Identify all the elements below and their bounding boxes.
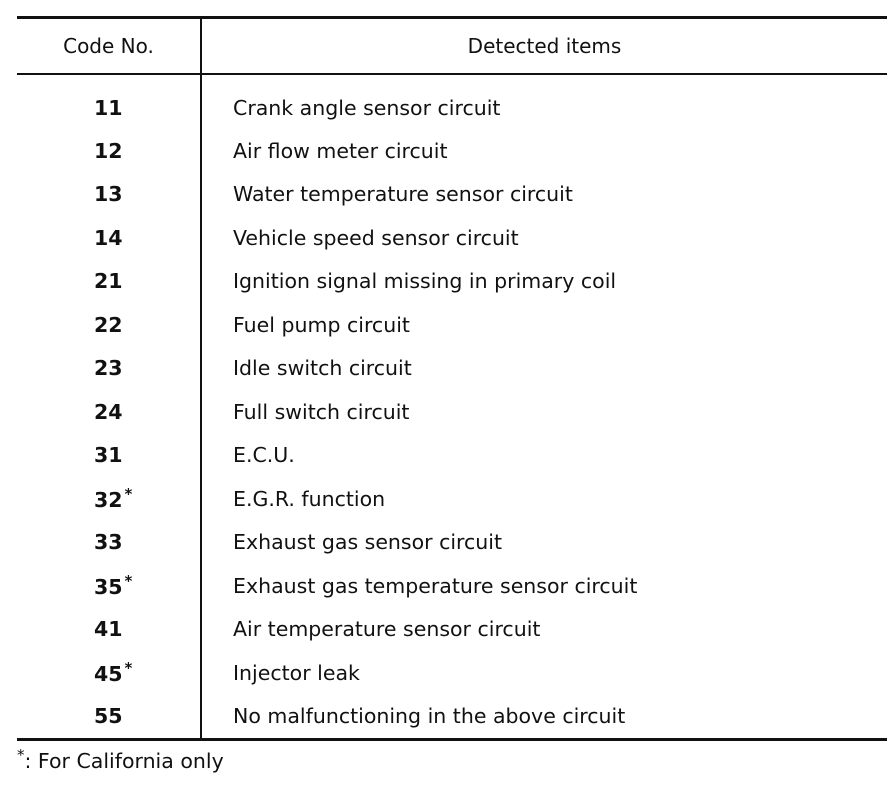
code-number: 32 (94, 488, 123, 513)
california-only-asterisk: * (124, 485, 133, 504)
table-row (17, 129, 887, 173)
code-number: 55 (94, 704, 123, 729)
table-row (17, 521, 887, 565)
code-number-cell (17, 477, 201, 521)
detected-item-cell: Air flow meter circuit (233, 138, 448, 163)
table-row (17, 477, 887, 521)
detected-item-cell: Injector leak (233, 660, 360, 685)
code-number-cell (17, 608, 201, 652)
code-number: 11 (94, 96, 123, 120)
footnote (17, 746, 224, 773)
code-number: 45 (94, 662, 123, 687)
trouble-code-table (17, 16, 887, 741)
trouble-code-table-wrapper (17, 16, 887, 741)
detected-item-cell: Exhaust gas sensor circuit (233, 530, 503, 555)
table-row (17, 260, 887, 304)
table-row (17, 173, 887, 217)
code-number: 21 (94, 269, 123, 294)
detected-item-cell: Ignition signal missing in primary coil (233, 269, 617, 294)
code-number-cell (17, 260, 201, 304)
code-number-cell (17, 564, 201, 608)
table-header-row (17, 18, 887, 75)
detected-item-cell: Idle switch circuit (233, 356, 412, 381)
code-number-cell (17, 74, 201, 129)
table-row (17, 651, 887, 695)
code-number-cell (17, 695, 201, 740)
detected-item-cell: Air temperature sensor circuit (233, 617, 541, 642)
code-number: 24 (94, 399, 123, 424)
detected-item-cell: E.G.R. function (233, 486, 386, 511)
table-body (17, 74, 887, 740)
detected-item-cell: Water temperature sensor circuit (233, 182, 573, 207)
table-row (17, 74, 887, 129)
detected-item-cell: Vehicle speed sensor circuit (233, 225, 519, 250)
code-number-cell (17, 173, 201, 217)
code-number: 35 (94, 575, 123, 600)
code-number-cell (17, 390, 201, 434)
code-number-cell (17, 347, 201, 391)
table-row (17, 434, 887, 478)
detected-item-cell: Fuel pump circuit (233, 312, 410, 337)
table-row (17, 564, 887, 608)
california-only-asterisk: * (124, 659, 133, 678)
california-only-asterisk: * (124, 572, 133, 591)
code-number-cell (17, 303, 201, 347)
header-detected-items: Detected items (467, 34, 622, 58)
table-row (17, 390, 887, 434)
table-row (17, 347, 887, 391)
table-row (17, 695, 887, 740)
header-code-no: Code No. (17, 18, 201, 75)
code-number-cell (17, 129, 201, 173)
code-number-cell (17, 651, 201, 695)
code-number: 41 (94, 617, 123, 642)
code-number-cell (17, 216, 201, 260)
detected-item-cell: Full switch circuit (233, 399, 410, 424)
code-number: 14 (94, 225, 123, 250)
detected-item-cell: E.C.U. (233, 443, 295, 468)
code-number-cell (17, 434, 201, 478)
code-number: 31 (94, 443, 123, 468)
detected-item-cell: Exhaust gas temperature sensor circuit (233, 573, 638, 598)
footnote-asterisk: * (17, 746, 25, 764)
table-row (17, 608, 887, 652)
code-number: 22 (94, 312, 123, 337)
code-number: 12 (94, 138, 123, 163)
code-number: 23 (94, 356, 123, 381)
code-number: 13 (94, 182, 123, 207)
footnote-text: : For California only (24, 748, 224, 773)
table-row (17, 303, 887, 347)
code-number: 33 (94, 530, 123, 555)
detected-item-cell: Crank angle sensor circuit (233, 96, 501, 120)
code-number-cell (17, 521, 201, 565)
table-row (17, 216, 887, 260)
detected-item-cell: No malfunctioning in the above circuit (233, 704, 626, 729)
